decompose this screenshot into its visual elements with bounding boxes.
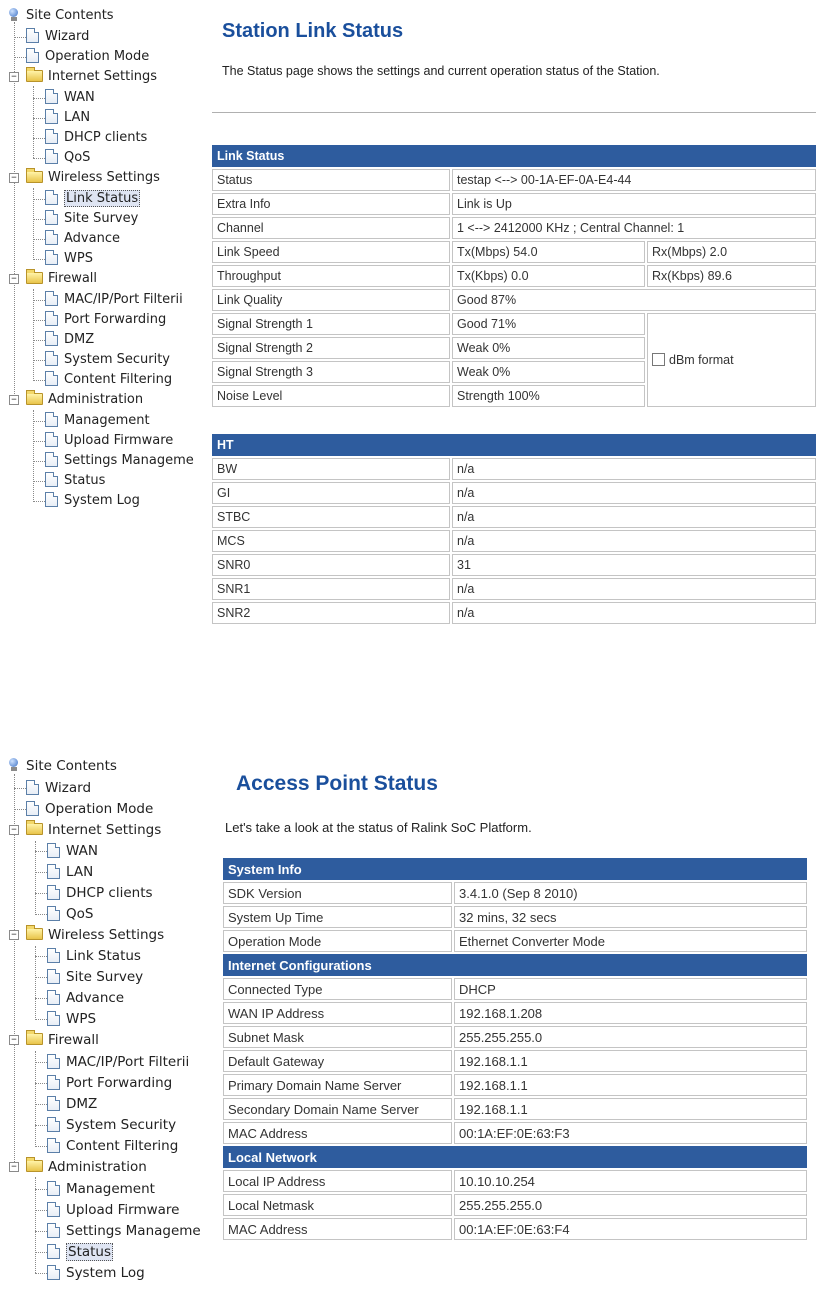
section-header: Local Network bbox=[223, 1146, 807, 1168]
table-row bbox=[212, 217, 816, 239]
tree-label: WPS bbox=[66, 1011, 97, 1027]
collapse-toggle-icon[interactable]: − bbox=[9, 395, 19, 405]
table-row bbox=[212, 193, 816, 215]
dbm-format-checkbox[interactable] bbox=[652, 353, 665, 366]
tree-label: Management bbox=[66, 1181, 155, 1197]
tree-item-link-status[interactable] bbox=[45, 189, 140, 209]
page-icon bbox=[45, 371, 58, 386]
tree-item-system-log[interactable] bbox=[47, 1263, 145, 1283]
page-icon bbox=[47, 948, 60, 963]
table-row bbox=[223, 1218, 807, 1240]
tree-folder-wireless-settings[interactable] bbox=[26, 925, 164, 945]
row-label: SNR0 bbox=[212, 554, 450, 576]
tree-item-site-survey[interactable] bbox=[45, 209, 138, 229]
tree-label: Settings Manageme bbox=[64, 453, 194, 468]
tree-folder-internet-settings[interactable] bbox=[26, 820, 161, 840]
row-value: 1 <--> 2412000 KHz ; Central Channel: 1 bbox=[452, 217, 816, 239]
row-label: SDK Version bbox=[223, 882, 452, 904]
tree-item-system-security[interactable] bbox=[47, 1115, 176, 1135]
tree-label: Site Contents bbox=[26, 758, 117, 774]
folder-open-icon bbox=[26, 1160, 43, 1172]
row-value: Ethernet Converter Mode bbox=[454, 930, 807, 952]
tree-label: Internet Settings bbox=[48, 822, 162, 838]
tree-label-selected: Status bbox=[68, 1244, 112, 1260]
tree-label: System Security bbox=[66, 1117, 177, 1133]
table-row bbox=[223, 1050, 807, 1072]
tree-label: Wizard bbox=[45, 780, 92, 796]
tree-item-wan[interactable] bbox=[45, 88, 95, 108]
tree-item-dmz[interactable] bbox=[45, 330, 94, 350]
table-row bbox=[223, 1122, 807, 1144]
page-icon bbox=[47, 1223, 60, 1238]
page-icon bbox=[47, 1265, 60, 1280]
tree-label: Wizard bbox=[45, 29, 90, 44]
tree-folder-internet-settings[interactable] bbox=[26, 67, 157, 87]
row-label: Channel bbox=[212, 217, 450, 239]
folder-open-icon bbox=[26, 823, 43, 835]
tree-label: Management bbox=[64, 413, 150, 428]
tree-label: DHCP clients bbox=[64, 130, 148, 145]
page-icon bbox=[47, 1202, 60, 1217]
tree-root-site-contents[interactable] bbox=[8, 6, 114, 26]
table-row bbox=[223, 1170, 807, 1192]
tree-label: Content Filtering bbox=[66, 1138, 179, 1154]
tree-label: DMZ bbox=[64, 332, 95, 347]
page-title: Station Link Status bbox=[222, 20, 404, 42]
table-row bbox=[223, 1002, 807, 1024]
tree-item-operation-mode[interactable] bbox=[26, 47, 149, 67]
table-row bbox=[212, 602, 816, 624]
row-value: Link is Up bbox=[452, 193, 816, 215]
row-value: 00:1A:EF:0E:63:F4 bbox=[454, 1218, 807, 1240]
row-label: Secondary Domain Name Server bbox=[223, 1098, 452, 1120]
tree-label: Operation Mode bbox=[45, 49, 150, 64]
tree-label: Port Forwarding bbox=[66, 1075, 173, 1091]
page-icon bbox=[45, 109, 58, 124]
table-row bbox=[212, 289, 816, 311]
tree-label: Advance bbox=[64, 231, 120, 246]
row-value: testap <--> 00-1A-EF-0A-E4-44 bbox=[452, 169, 816, 191]
tree-label: WAN bbox=[66, 843, 98, 859]
page-icon bbox=[45, 351, 58, 366]
tree-item-port-forwarding[interactable] bbox=[45, 310, 166, 330]
page-icon bbox=[45, 230, 58, 245]
page-icon bbox=[45, 190, 58, 205]
collapse-toggle-icon[interactable]: − bbox=[9, 1035, 19, 1045]
folder-open-icon bbox=[26, 393, 43, 405]
page-icon bbox=[45, 250, 58, 265]
row-label: Link Speed bbox=[212, 241, 450, 263]
page-icon bbox=[45, 412, 58, 427]
collapse-toggle-icon[interactable]: − bbox=[9, 825, 19, 835]
row-value: 192.168.1.1 bbox=[454, 1074, 807, 1096]
row-label: Signal Strength 1 bbox=[212, 313, 450, 335]
tree-label: Firewall bbox=[48, 271, 98, 286]
row-label: BW bbox=[212, 458, 450, 480]
page-description: The Status page shows the settings and current operation status of the Station. bbox=[222, 64, 660, 78]
row-value-tx: Tx(Mbps) 54.0 bbox=[452, 241, 645, 263]
tree-item-dhcp-clients[interactable] bbox=[47, 883, 153, 903]
tree-label: Operation Mode bbox=[45, 801, 154, 817]
tree-label: Site Contents bbox=[26, 8, 114, 23]
page-icon bbox=[47, 885, 60, 900]
page-icon bbox=[47, 1075, 60, 1090]
tree-label: Internet Settings bbox=[48, 69, 158, 84]
row-value: Weak 0% bbox=[452, 337, 645, 359]
divider bbox=[212, 112, 816, 113]
tree-label: Upload Firmware bbox=[64, 433, 174, 448]
row-label: SNR2 bbox=[212, 602, 450, 624]
page-icon bbox=[45, 452, 58, 467]
row-label: Primary Domain Name Server bbox=[223, 1074, 452, 1096]
table-row bbox=[223, 882, 807, 904]
table-row bbox=[212, 241, 816, 263]
row-value: n/a bbox=[452, 482, 816, 504]
tree-label: Site Survey bbox=[66, 969, 144, 985]
row-label: Throughput bbox=[212, 265, 450, 287]
tree-label: System Security bbox=[64, 352, 170, 367]
tree-item-content-filtering[interactable] bbox=[45, 370, 172, 390]
ht-table bbox=[210, 432, 818, 626]
tree-label: Content Filtering bbox=[64, 372, 173, 387]
tree-item-operation-mode[interactable] bbox=[26, 799, 153, 819]
tree-item-upload-firmware[interactable] bbox=[47, 1200, 179, 1220]
page-icon bbox=[45, 331, 58, 346]
row-value: Good 87% bbox=[452, 289, 816, 311]
tree-label: DHCP clients bbox=[66, 885, 153, 901]
checkbox-label: dBm format bbox=[669, 352, 734, 367]
tree-item-management[interactable] bbox=[47, 1179, 155, 1199]
network-icon bbox=[8, 8, 20, 22]
site-tree bbox=[0, 0, 200, 520]
ap-status-table bbox=[221, 856, 809, 1242]
tree-label: Upload Firmware bbox=[66, 1202, 180, 1218]
row-label: Local Netmask bbox=[223, 1194, 452, 1216]
row-label: Link Quality bbox=[212, 289, 450, 311]
network-icon bbox=[8, 758, 20, 772]
tree-item-system-log[interactable] bbox=[45, 491, 140, 511]
table-row bbox=[223, 930, 807, 952]
tree-folder-administration[interactable] bbox=[26, 390, 143, 410]
tree-item-port-forwarding[interactable] bbox=[47, 1073, 172, 1093]
section-header: Internet Configurations bbox=[223, 954, 807, 976]
tree-item-mac-ip-port-filtering[interactable] bbox=[47, 1052, 189, 1072]
page-icon bbox=[26, 801, 39, 816]
page-title: Access Point Status bbox=[236, 772, 438, 795]
tree-label: Administration bbox=[48, 392, 144, 407]
page-icon bbox=[47, 843, 60, 858]
collapse-toggle-icon[interactable]: − bbox=[9, 930, 19, 940]
tree-folder-firewall[interactable] bbox=[26, 1030, 99, 1050]
page-icon bbox=[47, 1054, 60, 1069]
table-row bbox=[212, 482, 816, 504]
tree-item-management[interactable] bbox=[45, 411, 150, 431]
row-label: Signal Strength 3 bbox=[212, 361, 450, 383]
tree-label: MAC/IP/Port Filterii bbox=[66, 1054, 190, 1070]
row-value-tx: Tx(Kbps) 0.0 bbox=[452, 265, 645, 287]
folder-open-icon bbox=[26, 70, 43, 82]
tree-item-settings-management[interactable] bbox=[47, 1221, 201, 1241]
row-label: Status bbox=[212, 169, 450, 191]
page-icon bbox=[47, 1244, 60, 1259]
row-label: GI bbox=[212, 482, 450, 504]
row-label: System Up Time bbox=[223, 906, 452, 928]
tree-item-content-filtering[interactable] bbox=[47, 1136, 178, 1156]
row-label: WAN IP Address bbox=[223, 1002, 452, 1024]
tree-item-dmz[interactable] bbox=[47, 1094, 97, 1114]
table-row bbox=[212, 169, 816, 191]
tree-item-wps[interactable] bbox=[47, 1009, 96, 1029]
row-label: Local IP Address bbox=[223, 1170, 452, 1192]
tree-label: QoS bbox=[66, 906, 94, 922]
row-value: n/a bbox=[452, 530, 816, 552]
tree-label: Link Status bbox=[66, 948, 141, 964]
row-value: Strength 100% bbox=[452, 385, 645, 407]
row-value: 31 bbox=[452, 554, 816, 576]
page-icon bbox=[47, 990, 60, 1005]
tree-item-advance[interactable] bbox=[45, 229, 120, 249]
row-value: Good 71% bbox=[452, 313, 645, 335]
page-icon bbox=[26, 28, 39, 43]
tree-item-settings-management[interactable] bbox=[45, 451, 194, 471]
table-row bbox=[212, 265, 816, 287]
table-row bbox=[212, 506, 816, 528]
tree-item-system-security[interactable] bbox=[45, 350, 170, 370]
ap-status-panel bbox=[0, 752, 831, 1297]
tree-item-site-survey[interactable] bbox=[47, 967, 143, 987]
row-label: SNR1 bbox=[212, 578, 450, 600]
table-row bbox=[223, 1074, 807, 1096]
page-icon bbox=[26, 780, 39, 795]
row-value: n/a bbox=[452, 458, 816, 480]
tree-label: Administration bbox=[48, 1159, 147, 1175]
tree-item-wps[interactable] bbox=[45, 249, 93, 269]
tree-label: Wireless Settings bbox=[48, 170, 160, 185]
row-value: n/a bbox=[452, 578, 816, 600]
row-label: Extra Info bbox=[212, 193, 450, 215]
row-value: Weak 0% bbox=[452, 361, 645, 383]
row-value: 00:1A:EF:0E:63:F3 bbox=[454, 1122, 807, 1144]
folder-open-icon bbox=[26, 1033, 43, 1045]
tree-item-lan[interactable] bbox=[47, 862, 93, 882]
tree-item-wizard[interactable] bbox=[26, 27, 89, 47]
table-row bbox=[212, 530, 816, 552]
tree-label: WPS bbox=[64, 251, 93, 266]
tree-label: Status bbox=[64, 473, 106, 488]
row-label: MAC Address bbox=[223, 1122, 452, 1144]
tree-label: LAN bbox=[64, 110, 91, 125]
page-icon bbox=[47, 1181, 60, 1196]
tree-label: System Log bbox=[64, 493, 140, 508]
row-value: n/a bbox=[452, 602, 816, 624]
row-value-rx: Rx(Kbps) 89.6 bbox=[647, 265, 816, 287]
page-icon bbox=[47, 1011, 60, 1026]
tree-item-qos[interactable] bbox=[45, 148, 90, 168]
tree-item-advance[interactable] bbox=[47, 988, 124, 1008]
table-row bbox=[212, 458, 816, 480]
tree-label: System Log bbox=[66, 1265, 145, 1281]
row-value: 192.168.1.1 bbox=[454, 1050, 807, 1072]
row-label: Operation Mode bbox=[223, 930, 452, 952]
row-label: MAC Address bbox=[223, 1218, 452, 1240]
tree-label: Advance bbox=[66, 990, 125, 1006]
tree-label: Settings Manageme bbox=[66, 1223, 201, 1239]
table-row bbox=[223, 906, 807, 928]
page-icon bbox=[47, 969, 60, 984]
tree-item-wan[interactable] bbox=[47, 841, 98, 861]
tree-folder-administration[interactable] bbox=[26, 1157, 147, 1177]
table-row bbox=[223, 1026, 807, 1048]
tree-root-site-contents[interactable] bbox=[8, 756, 117, 776]
tree-item-wizard[interactable] bbox=[26, 778, 91, 798]
section-header: HT bbox=[212, 434, 816, 456]
table-row bbox=[223, 978, 807, 1000]
row-label: MCS bbox=[212, 530, 450, 552]
folder-open-icon bbox=[26, 171, 43, 183]
page-icon bbox=[45, 472, 58, 487]
page-icon bbox=[45, 210, 58, 225]
row-label: Default Gateway bbox=[223, 1050, 452, 1072]
page-description: Let's take a look at the status of Ralink SoC Platform. bbox=[225, 820, 532, 835]
page-icon bbox=[47, 864, 60, 879]
collapse-toggle-icon[interactable]: − bbox=[9, 72, 19, 82]
tree-item-status[interactable] bbox=[45, 471, 105, 491]
row-value-rx: Rx(Mbps) 2.0 bbox=[647, 241, 816, 263]
page-icon bbox=[26, 48, 39, 63]
tree-item-mac-ip-port-filtering[interactable] bbox=[45, 290, 183, 310]
page-icon bbox=[45, 129, 58, 144]
row-value: 192.168.1.208 bbox=[454, 1002, 807, 1024]
page-icon bbox=[45, 149, 58, 164]
tree-item-lan[interactable] bbox=[45, 108, 90, 128]
tree-label: QoS bbox=[64, 150, 91, 165]
page-icon bbox=[45, 89, 58, 104]
folder-open-icon bbox=[26, 272, 43, 284]
collapse-toggle-icon[interactable]: − bbox=[9, 173, 19, 183]
page-icon bbox=[47, 1096, 60, 1111]
row-value: 32 mins, 32 secs bbox=[454, 906, 807, 928]
page-icon bbox=[45, 432, 58, 447]
tree-label: Port Forwarding bbox=[64, 312, 167, 327]
page-icon bbox=[45, 492, 58, 507]
row-value: 10.10.10.254 bbox=[454, 1170, 807, 1192]
tree-label: LAN bbox=[66, 864, 94, 880]
page-icon bbox=[45, 311, 58, 326]
row-value: n/a bbox=[452, 506, 816, 528]
page-icon bbox=[47, 906, 60, 921]
tree-item-link-status[interactable] bbox=[47, 946, 141, 966]
row-label: STBC bbox=[212, 506, 450, 528]
tree-folder-wireless-settings[interactable] bbox=[26, 168, 160, 188]
table-row bbox=[223, 1098, 807, 1120]
tree-label: Site Survey bbox=[64, 211, 139, 226]
row-value: 192.168.1.1 bbox=[454, 1098, 807, 1120]
row-label: Noise Level bbox=[212, 385, 450, 407]
folder-open-icon bbox=[26, 928, 43, 940]
tree-folder-firewall[interactable] bbox=[26, 269, 97, 289]
tree-item-upload-firmware[interactable] bbox=[45, 431, 173, 451]
tree-label: Firewall bbox=[48, 1032, 99, 1048]
tree-item-dhcp-clients[interactable] bbox=[45, 128, 147, 148]
page-icon bbox=[47, 1138, 60, 1153]
collapse-toggle-icon[interactable]: − bbox=[9, 1162, 19, 1172]
tree-label: WAN bbox=[64, 90, 95, 105]
row-value: 255.255.255.0 bbox=[454, 1194, 807, 1216]
page-icon bbox=[47, 1117, 60, 1132]
table-row bbox=[212, 554, 816, 576]
table-row bbox=[212, 313, 816, 335]
section-header: System Info bbox=[223, 858, 807, 880]
row-value: DHCP bbox=[454, 978, 807, 1000]
tree-item-qos[interactable] bbox=[47, 904, 93, 924]
table-row bbox=[212, 578, 816, 600]
tree-label: MAC/IP/Port Filterii bbox=[64, 292, 183, 307]
site-tree bbox=[0, 752, 200, 1297]
row-value: 255.255.255.0 bbox=[454, 1026, 807, 1048]
dbm-format-cell bbox=[647, 313, 816, 407]
tree-label: Wireless Settings bbox=[48, 927, 165, 943]
row-value: 3.4.1.0 (Sep 8 2010) bbox=[454, 882, 807, 904]
collapse-toggle-icon[interactable]: − bbox=[9, 274, 19, 284]
link-status-table bbox=[210, 143, 818, 409]
row-label: Signal Strength 2 bbox=[212, 337, 450, 359]
tree-label-selected: Link Status bbox=[66, 191, 139, 206]
section-header: Link Status bbox=[212, 145, 816, 167]
tree-item-status[interactable] bbox=[47, 1242, 113, 1262]
page-icon bbox=[45, 291, 58, 306]
table-row bbox=[223, 1194, 807, 1216]
row-label: Subnet Mask bbox=[223, 1026, 452, 1048]
row-label: Connected Type bbox=[223, 978, 452, 1000]
tree-label: DMZ bbox=[66, 1096, 98, 1112]
